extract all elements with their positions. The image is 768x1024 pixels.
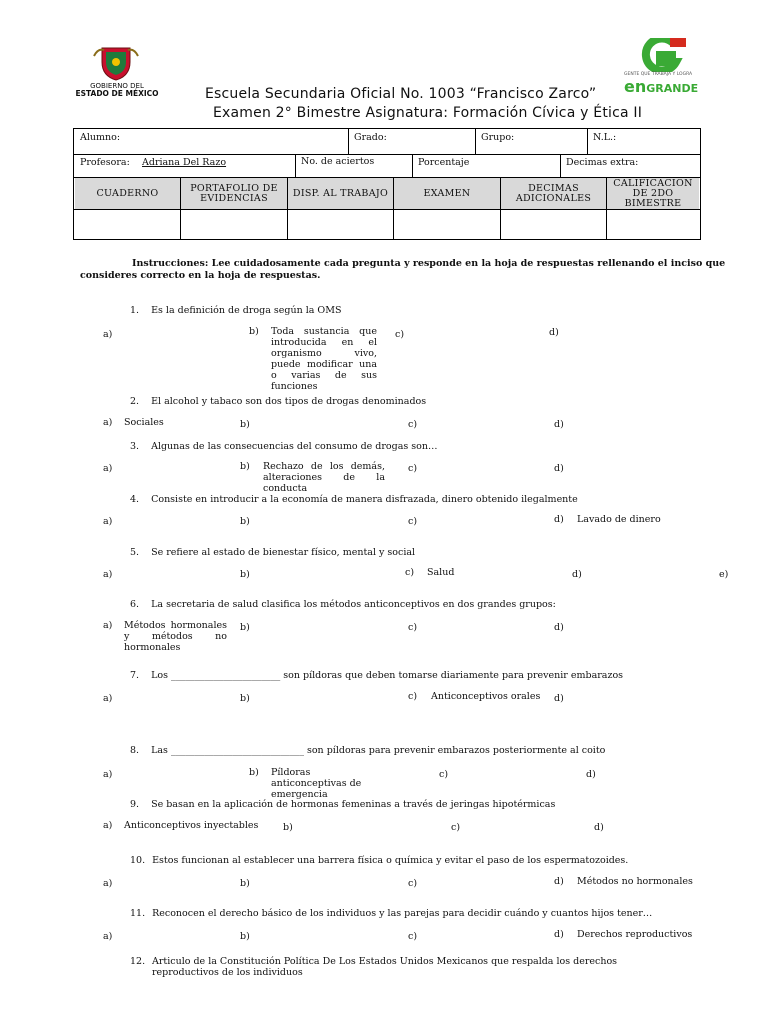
col-examen: EXAMEN — [394, 178, 500, 209]
instructions-text: Lee cuidadosamente cada pregunta y responde en la hoja de respuestas rellenando el inciso que consideres correcto en la hoja de respuestas. — [80, 258, 726, 281]
option-d: d) — [572, 569, 582, 580]
aciertos-label: No. de aciertos — [301, 156, 375, 167]
exam-title: Examen 2° Bimestre Asignatura: Formación Cívica y Ética II — [213, 105, 643, 121]
option-c: c) — [408, 878, 418, 889]
answer-4: Lavado de dinero — [577, 514, 661, 525]
option-c: c) — [408, 516, 418, 527]
option-b: b) — [240, 419, 250, 430]
option-b: b) — [240, 931, 250, 942]
option-c: c) — [408, 931, 418, 942]
answer-8: Píldoras anticonceptivas de emergencia — [271, 767, 362, 800]
option-e: e) — [719, 569, 729, 580]
question-1: 1. Es la definición de droga según la OMS — [130, 305, 342, 316]
question-10: 10. Estos funcionan al establecer una barrera física o química y evitar el paso de los espermatozoides. — [130, 855, 629, 866]
question-8: 8. Las ____________________________ son píldoras para prevenir embarazos posteriormente al coito — [130, 745, 606, 756]
question-9: 9. Se basan en la aplicación de hormonas femeninas a través de jeringas hipotérmicas — [130, 799, 556, 810]
option-c: c) — [408, 622, 418, 633]
option-d: d) — [586, 769, 596, 780]
answer-1: Toda sustancia que introducida en el organismo vivo, puede modificar una o varias de sus funciones — [271, 326, 377, 392]
option-d: d) — [554, 693, 564, 704]
coat-of-arms-icon — [92, 44, 140, 82]
gobierno-line1: GOBIERNO DEL — [90, 82, 144, 90]
student-info-table — [73, 128, 701, 240]
profesora-label: Profesora: — [80, 157, 130, 168]
col-decimas: DECIMAS ADICIONALES — [501, 178, 606, 209]
option-a: a) — [103, 417, 113, 428]
option-d: d) — [554, 876, 564, 887]
option-a: a) — [103, 329, 113, 340]
option-a: a) — [103, 569, 113, 580]
option-b: b) — [249, 767, 259, 778]
option-d: d) — [594, 822, 604, 833]
option-d: d) — [554, 622, 564, 633]
gobierno-logo — [62, 44, 172, 104]
col-portafolio: PORTAFOLIO DE EVIDENCIAS — [181, 178, 287, 209]
answer-2: Sociales — [124, 417, 164, 428]
option-d: d) — [554, 463, 564, 474]
option-b: b) — [240, 878, 250, 889]
question-4: 4. Consiste en introducir a la economía de manera disfrazada, dinero obtenido ilegalmente — [130, 494, 578, 505]
engrande-grande: GRANDE — [646, 82, 699, 95]
option-d: d) — [554, 514, 564, 525]
option-b: b) — [240, 569, 250, 580]
engrande-logo — [612, 38, 722, 96]
g-logo-icon — [630, 38, 690, 72]
question-2: 2. El alcohol y tabaco son dos tipos de drogas denominados — [130, 396, 427, 407]
profesora-name: Adriana Del Razo — [142, 157, 227, 168]
option-c: c) — [408, 691, 418, 702]
option-a: a) — [103, 693, 113, 704]
answer-10: Métodos no hormonales — [577, 876, 693, 887]
question-7: 7. Los _______________________ son píldoras que deben tomarse diariamente para prevenir embarazos — [130, 670, 624, 681]
answer-9: Anticonceptivos inyectables — [124, 820, 259, 831]
answer-5: Salud — [427, 567, 455, 578]
option-a: a) — [103, 820, 113, 831]
school-title: Escuela Secundaria Oficial No. 1003 “Francisco Zarco” — [205, 86, 597, 102]
option-a: a) — [103, 769, 113, 780]
engrande-en: en — [624, 77, 647, 96]
question-11: 11. Reconocen el derecho básico de los individuos y las parejas para decidir cuándo y cuantos hijos tener… — [130, 908, 653, 919]
option-a: a) — [103, 931, 113, 942]
option-a: a) — [103, 878, 113, 889]
grupo-label: Grupo: — [481, 132, 515, 143]
question-12: 12. Articulo de la Constitución Política De Los Estados Unidos Mexicanos que respalda los derechos reproductivos de los individuos — [130, 956, 618, 978]
col-disp-trabajo: DISP. AL TRABAJO — [288, 178, 393, 209]
option-b: b) — [283, 822, 293, 833]
engrande-tagline: GENTE QUE TRABAJA Y LOGRA — [624, 72, 693, 77]
nl-label: N.L.: — [593, 132, 617, 143]
option-c: c) — [408, 463, 418, 474]
question-6: 6. La secretaria de salud clasifica los métodos anticonceptivos en dos grandes grupos: — [130, 599, 556, 610]
col-cuaderno: CUADERNO — [75, 178, 180, 209]
answer-6: Métodos hormonales y métodos no hormonales — [124, 620, 227, 653]
option-d: d) — [554, 419, 564, 430]
option-c: c) — [451, 822, 461, 833]
option-a: a) — [103, 463, 113, 474]
question-3: 3. Algunas de las consecuencias del consumo de drogas son… — [130, 441, 438, 452]
option-b: b) — [240, 516, 250, 527]
porcentaje-label: Porcentaje — [418, 157, 470, 168]
option-c: c) — [408, 419, 418, 430]
answer-7: Anticonceptivos orales — [431, 691, 541, 702]
decimas-extra-label: Decimas extra: — [566, 157, 639, 168]
option-c: c) — [439, 769, 449, 780]
instructions-label: Instrucciones: — [132, 258, 209, 269]
option-c: c) — [405, 567, 415, 578]
col-calificacion: CALIFICACION DE 2DO BIMESTRE — [607, 178, 699, 209]
option-b: b) — [240, 461, 250, 472]
answer-11: Derechos reproductivos — [577, 929, 693, 940]
option-b: b) — [249, 326, 259, 337]
option-b: b) — [240, 622, 250, 633]
option-c: c) — [395, 329, 405, 340]
gobierno-line2: ESTADO DE MÉXICO — [75, 89, 159, 98]
question-5: 5. Se refiere al estado de bienestar físico, mental y social — [130, 547, 416, 558]
alumno-label: Alumno: — [80, 132, 121, 143]
option-d: d) — [549, 327, 559, 338]
instructions — [80, 258, 750, 282]
grado-label: Grado: — [354, 132, 387, 143]
option-a: a) — [103, 620, 113, 631]
answer-3: Rechazo de los demás, alteraciones de la conducta — [263, 461, 385, 494]
option-d: d) — [554, 929, 564, 940]
option-a: a) — [103, 516, 113, 527]
option-b: b) — [240, 693, 250, 704]
